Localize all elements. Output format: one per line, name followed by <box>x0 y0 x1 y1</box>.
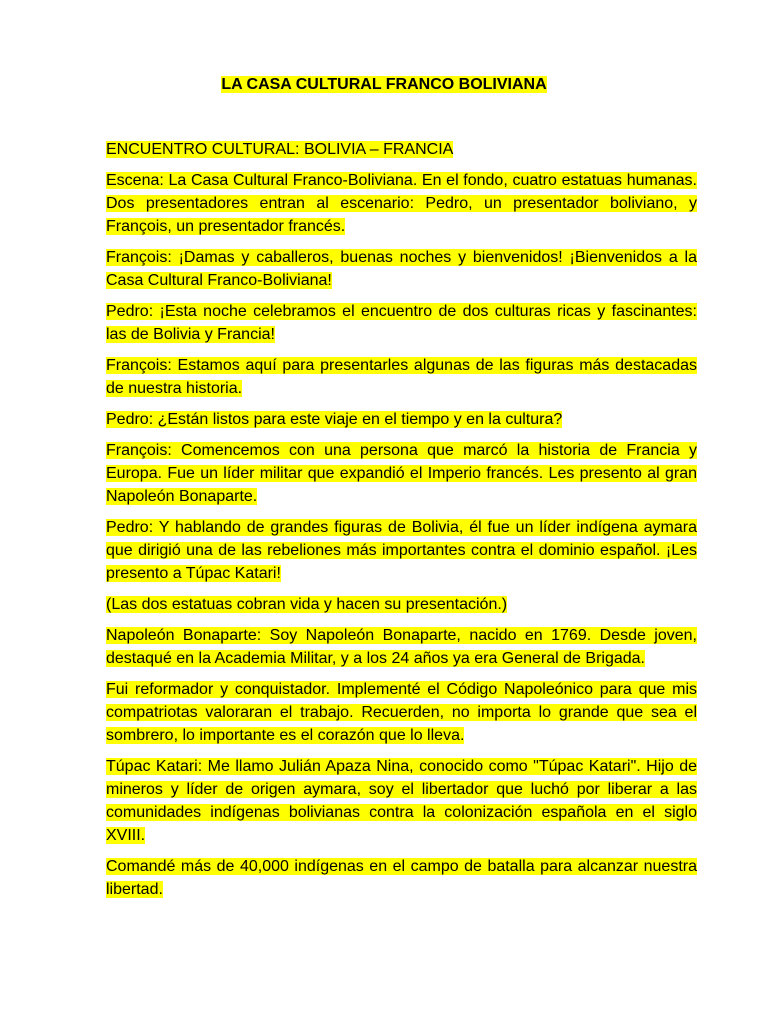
section-heading <box>106 138 697 161</box>
paragraph <box>106 624 697 670</box>
paragraph <box>106 516 697 585</box>
paragraph <box>106 855 697 901</box>
paragraph-text: François: ¡Damas y caballeros, buenas noches y bienvenidos! ¡Bienvenidos a la Casa Cultural Franco-Boliviana! <box>106 249 697 289</box>
document-body <box>106 138 697 909</box>
paragraph <box>106 354 697 400</box>
document-title: LA CASA CULTURAL FRANCO BOLIVIANA <box>221 76 547 93</box>
paragraph <box>106 678 697 747</box>
paragraph-text: François: Comencemos con una persona que marcó la historia de Francia y Europa. Fue un líder militar que expandió el Imperio francés. Les presento al gran Napoleón Bonaparte. <box>106 442 697 505</box>
paragraph <box>106 755 697 847</box>
paragraph-text: Escena: La Casa Cultural Franco-Boliviana. En el fondo, cuatro estatuas humanas. Dos presentadores entran al escenario: Pedro, un presentador boliviano, y François, un presentador francés. <box>106 172 697 235</box>
paragraph-text: Fui reformador y conquistador. Implementé el Código Napoleónico para que mis compatriotas valoraran el trabajo. Recuerden, no importa lo grande que sea el sombrero, lo importante es el corazón que lo lleva. <box>106 681 697 744</box>
paragraph <box>106 408 697 431</box>
paragraph <box>106 169 697 238</box>
paragraph-text: Túpac Katari: Me llamo Julián Apaza Nina, conocido como "Túpac Katari". Hijo de mineros y líder de origen aymara, soy el libertador que luchó por liberar a las comunidades indígenas bolivianas contra la colonización española en el siglo XVIII. <box>106 758 697 844</box>
stage-direction <box>106 593 697 616</box>
paragraph-text: Pedro: ¡Esta noche celebramos el encuentro de dos culturas ricas y fascinantes: las de Bolivia y Francia! <box>106 303 697 343</box>
paragraph-text: Napoleón Bonaparte: Soy Napoleón Bonaparte, nacido en 1769. Desde joven, destaqué en la Academia Militar, y a los 24 años ya era General de Brigada. <box>106 627 697 667</box>
paragraph-text: Pedro: ¿Están listos para este viaje en el tiempo y en la cultura? <box>106 411 563 428</box>
paragraph-text: Pedro: Y hablando de grandes figuras de Bolivia, él fue un líder indígena aymara que dirigió una de las rebeliones más importantes contra el dominio español. ¡Les presento a Túpac Katari! <box>106 519 697 582</box>
paragraph-text: ENCUENTRO CULTURAL: BOLIVIA – FRANCIA <box>106 141 454 158</box>
title-line <box>0 74 768 96</box>
paragraph <box>106 439 697 508</box>
paragraph-text: (Las dos estatuas cobran vida y hacen su presentación.) <box>106 596 508 613</box>
paragraph-text: François: Estamos aquí para presentarles algunas de las figuras más destacadas de nuestra historia. <box>106 357 697 397</box>
paragraph-text: Comandé más de 40,000 indígenas en el campo de batalla para alcanzar nuestra libertad. <box>106 858 697 898</box>
paragraph <box>106 246 697 292</box>
paragraph <box>106 300 697 346</box>
